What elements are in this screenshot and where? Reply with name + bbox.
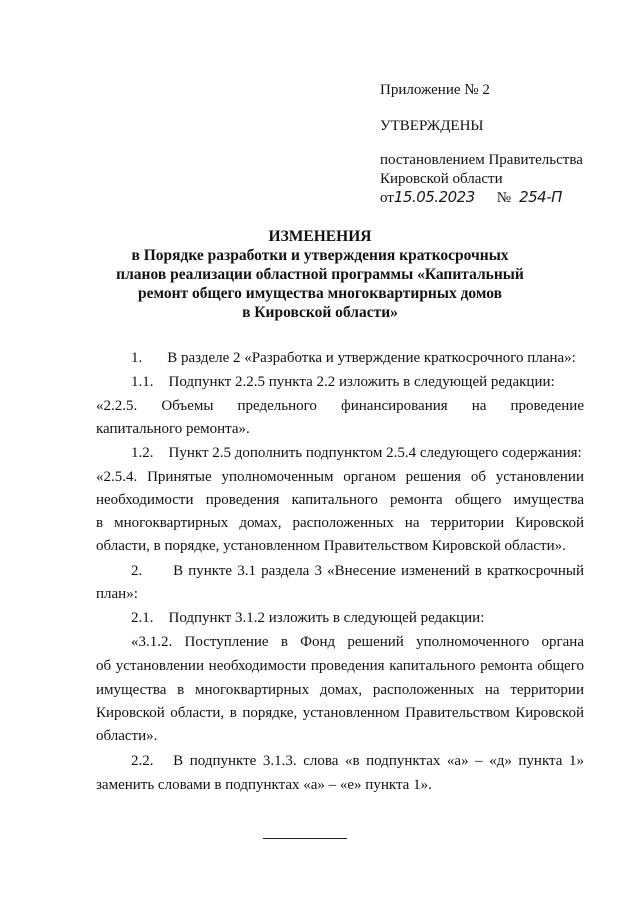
item-1-2-number: 1.2.: [131, 445, 154, 461]
item-1-1-text: Подпункт 2.2.5 пункта 2.2 изложить в следующей редакции:: [168, 374, 555, 390]
item-1-2-text: Пункт 2.5 дополнить подпунктом 2.5.4 следующего содержания:: [168, 445, 582, 461]
quote-3-1-2-line-2: об установлении необходимости проведения капитального ремонта общего: [96, 658, 584, 674]
quote-3-1-2-line-4: Кировской области, в порядке, установленном Правительством Кировской: [96, 705, 584, 721]
handwritten-number: 254-П: [519, 188, 562, 206]
appendix-label: Приложение № 2: [380, 82, 490, 98]
item-2-1: [131, 610, 484, 627]
doc-subtitle-line-3: ремонт общего имущества многоквартирных домов: [138, 285, 502, 302]
item-1-text: В разделе 2 «Разработка и утверждение краткосрочного плана»:: [167, 350, 576, 366]
decree-line-2: Кировской области: [380, 171, 503, 187]
doc-subtitle-line-4: в Кировской области»: [242, 304, 398, 321]
item-2-line-1: 2. В пункте 3.1 раздела 3 «Внесение изменений в краткосрочный: [131, 563, 584, 579]
number-prefix: №: [496, 190, 512, 206]
item-1-1: [131, 374, 555, 391]
quote-3-1-2-line-3: имущества в многоквартирных домах, расположенных на территории: [96, 682, 584, 698]
handwritten-date: 15.05.2023: [393, 188, 475, 206]
item-1-1-number: 1.1.: [131, 374, 154, 390]
quote-2-5-4-line-2: необходимости проведения капитального ремонта общего имущества: [96, 492, 584, 508]
quote-3-1-2-line-1: «3.1.2. Поступление в Фонд решений уполномоченного органа: [131, 634, 584, 650]
quote-2-5-4-line-4: области, в порядке, установленном Правительством Кировской области».: [96, 538, 566, 554]
doc-subtitle-line-1: в Порядке разработки и утверждения краткосрочных: [131, 247, 509, 264]
item-2-1-text: Подпункт 3.1.2 изложить в следующей редакции:: [168, 610, 485, 626]
quote-2-2-5-line-1: «2.2.5. Объемы предельного финансирования на проведение: [96, 398, 584, 414]
decree-date-line: [380, 188, 562, 207]
item-2-line-2: план»:: [96, 586, 138, 602]
quote-2-2-5-line-2: капитального ремонта».: [96, 421, 250, 437]
item-1-number: 1.: [131, 350, 143, 366]
doc-subtitle-line-2: планов реализации областной программы «Капитальный: [116, 266, 524, 283]
item-2-2-line-1: 2.2. В подпункте 3.1.3. слова «в подпунктах «а» – «д» пункта 1»: [131, 753, 584, 769]
item-2-2-line-2: заменить словами в подпунктах «а» – «е» пункта 1».: [96, 777, 432, 793]
date-prefix: от: [380, 190, 394, 206]
approved-label: УТВЕРЖДЕНЫ: [380, 118, 484, 134]
quote-2-5-4-line-1: «2.5.4. Принятые уполномоченным органом решения об установлении: [96, 469, 584, 485]
item-1-2: [131, 445, 582, 462]
quote-2-5-4-line-3: в многоквартирных домах, расположенных на территории Кировской: [96, 515, 584, 531]
decree-line-1: постановлением Правительства: [380, 152, 583, 168]
item-1: [131, 350, 576, 367]
closing-divider: [263, 838, 347, 839]
doc-title: ИЗМЕНЕНИЯ: [268, 228, 372, 245]
item-2-1-number: 2.1.: [131, 610, 154, 626]
quote-3-1-2-line-5: области».: [96, 728, 158, 744]
